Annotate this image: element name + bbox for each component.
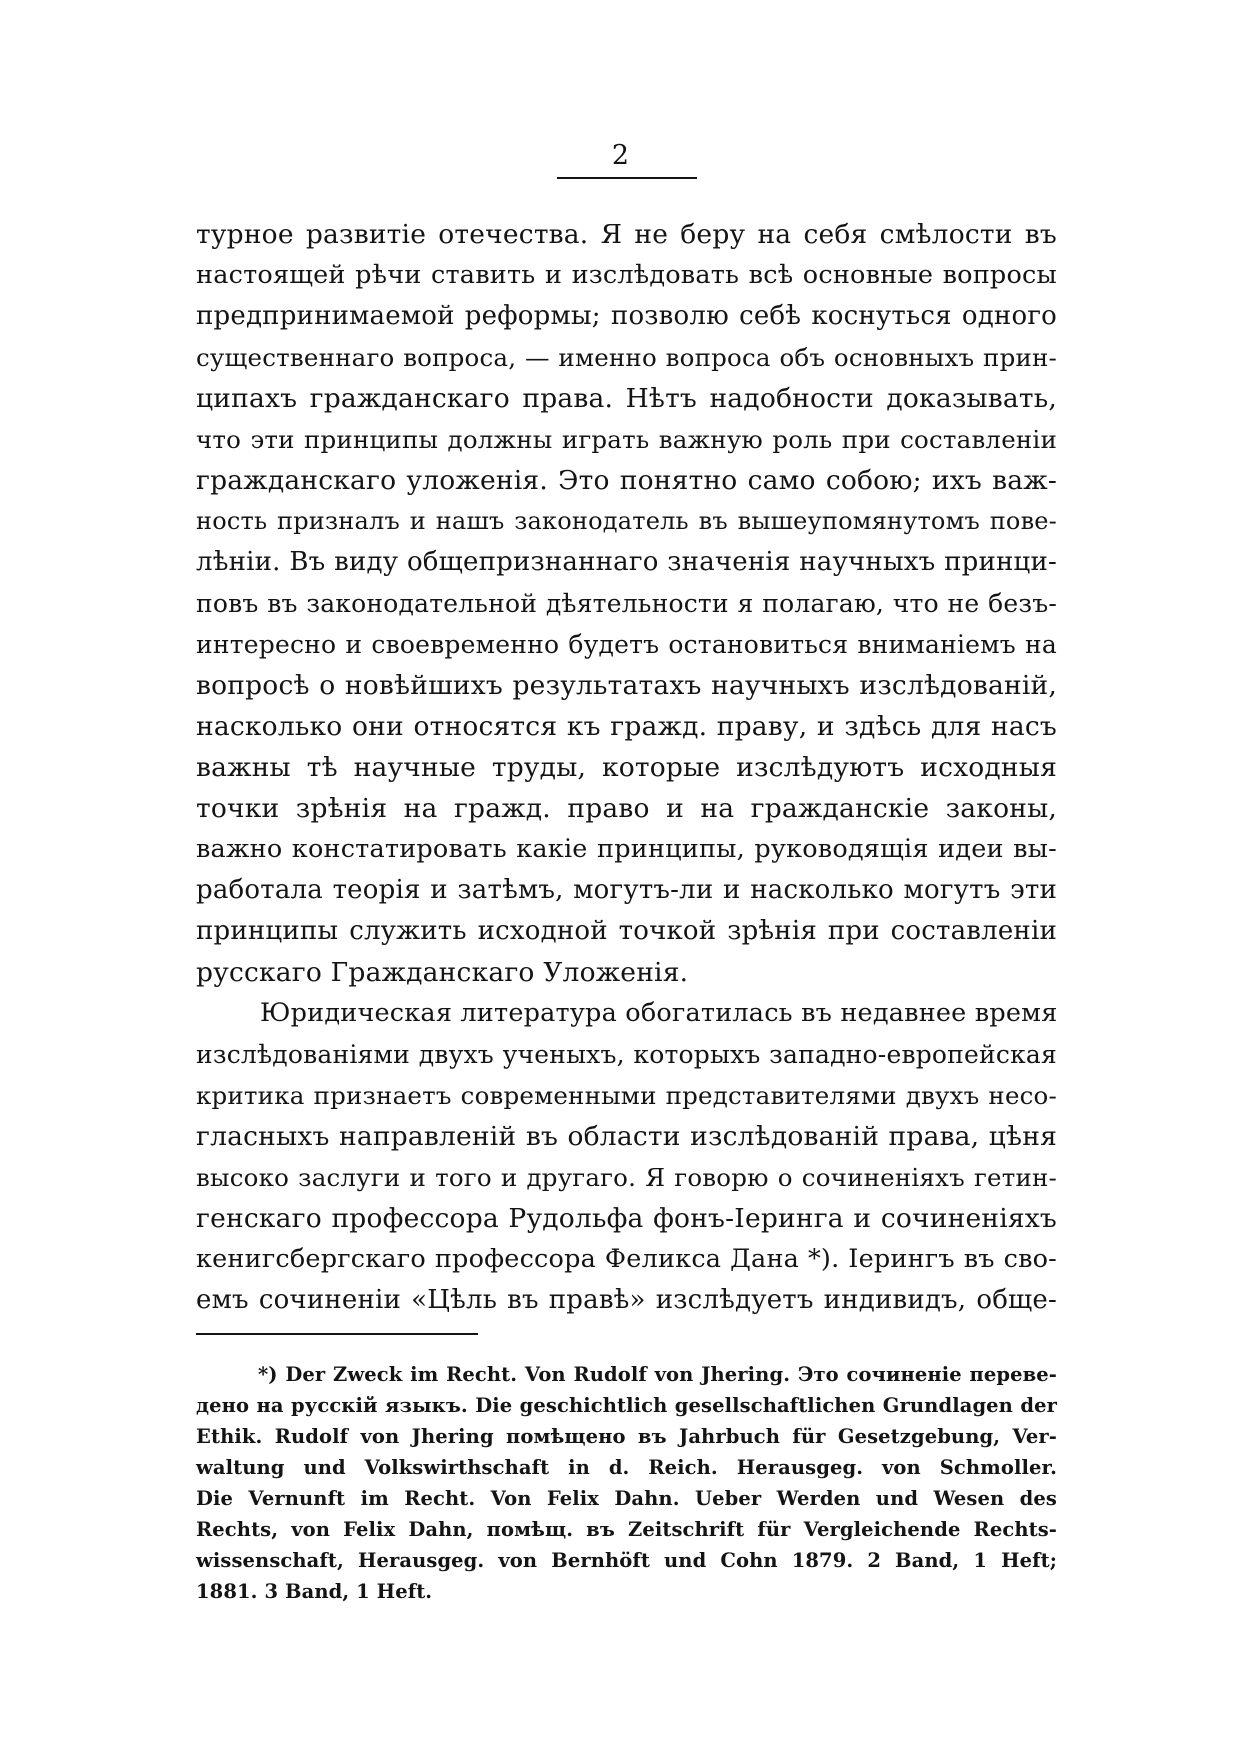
text-line: работала теорія и затѣмъ, могутъ-ли и насколько могутъ эти: [196, 875, 1057, 905]
text-line: настоящей рѣчи ставить и изслѣдовать всѣ основные вопросы: [196, 260, 1057, 290]
footnote-line: waltung und Volkswirthschaft in d. Reich. Herausgeg. von Schmoller.: [196, 1456, 1057, 1479]
text-line: интересно и своевременно будетъ остановиться вниманіемъ на: [196, 630, 1057, 659]
text-line: предпринимаемой реформы; позволю себѣ коснуться одного: [196, 301, 1057, 331]
footnote-line: *) Der Zweck im Recht. Von Rudolf von Jhering. Это сочиненіе переве-: [258, 1363, 1057, 1386]
page-number: 2: [611, 140, 630, 171]
text-line: изслѣдованіями двухъ ученыхъ, которыхъ западно-европейская: [196, 1040, 1057, 1069]
text-line: кенигсбергскаго профессора Феликса Дана *). Іерингъ въ сво-: [196, 1244, 1057, 1274]
footnote-rule: [196, 1333, 478, 1335]
text-line: ность призналъ и нашъ законодатель въ вышеупомянутомъ пове-: [196, 507, 1057, 535]
footnote-line: Ethik. Rudolf von Jhering помѣщено въ Jahrbuch für Gesetzgebung, Ver-: [196, 1425, 1057, 1448]
footnote-line: wissenschaft, Herausgeg. von Bernhöft und Cohn 1879. 2 Band, 1 Heft;: [196, 1549, 1057, 1572]
footnote-line: 1881. 3 Band, 1 Heft.: [196, 1580, 433, 1603]
text-line: русскаго Гражданскаго Уложенія.: [196, 957, 689, 988]
text-line: ципахъ гражданскаго права. Нѣтъ надобности доказывать,: [196, 383, 1057, 414]
text-line: генскаго профессора Рудольфа фонъ-Іеринга и сочиненіяхъ: [196, 1203, 1057, 1234]
text-line: существеннаго вопроса, — именно вопроса объ основныхъ прин-: [196, 343, 1057, 372]
text-line: принципы служить исходной точкой зрѣнія при составленіи: [196, 916, 1057, 946]
body-text: [196, 214, 1057, 1321]
text-line: вопросѣ о новѣйшихъ результатахъ научныхъ изслѣдованій,: [196, 670, 1057, 701]
text-line: насколько они относятся къ гражд. праву, и здѣсь для насъ: [196, 711, 1057, 742]
text-line: емъ сочиненіи «Цѣль въ правѣ» изслѣдуетъ индивидъ, обще-: [196, 1285, 1057, 1315]
text-line: турное развитіе отечества. Я не беру на себя смѣлости въ: [196, 219, 1057, 250]
text-line: лѣніи. Въ виду общепризнаннаго значенія научныхъ принци-: [196, 547, 1057, 577]
text-line: важно констатировать какіе принципы, руководящія идеи вы-: [196, 834, 1057, 864]
text-line: критика признаетъ современными представителями двухъ несо-: [196, 1081, 1057, 1110]
text-line: гласныхъ направленій въ области изслѣдованій права, цѣня: [196, 1121, 1057, 1152]
footnote-line: Rechts, von Felix Dahn, помѣщ. въ Zeitschrift für Vergleichende Rechts-: [196, 1518, 1057, 1541]
paragraph-start-line: Юридическая литература обогатилась въ недавнее время: [260, 998, 1058, 1028]
footnote-line: Die Vernunft im Recht. Von Felix Dahn. Ueber Werden und Wesen des: [196, 1487, 1057, 1510]
footnote: [196, 1359, 1057, 1607]
text-line: гражданскаго уложенія. Это понятно само собою; ихъ важ-: [196, 465, 1057, 496]
text-line: важны тѣ научные труды, которые изслѣдуютъ исходныя: [196, 752, 1057, 783]
text-line: повъ въ законодательной дѣятельности я полагаю, что не безъ-: [196, 589, 1057, 618]
page-number-rule: [557, 177, 697, 179]
footnote-line: дено на русскій языкъ. Die geschichtlich gesellschaftlichen Grundlagen der: [196, 1394, 1057, 1417]
text-line: точки зрѣнія на гражд. право и на гражданскіе законы,: [196, 793, 1057, 824]
text-line: что эти принципы должны играть важную роль при составленіи: [196, 425, 1057, 454]
text-line: высоко заслуги и того и другаго. Я говорю о сочиненіяхъ гетин-: [196, 1163, 1057, 1192]
